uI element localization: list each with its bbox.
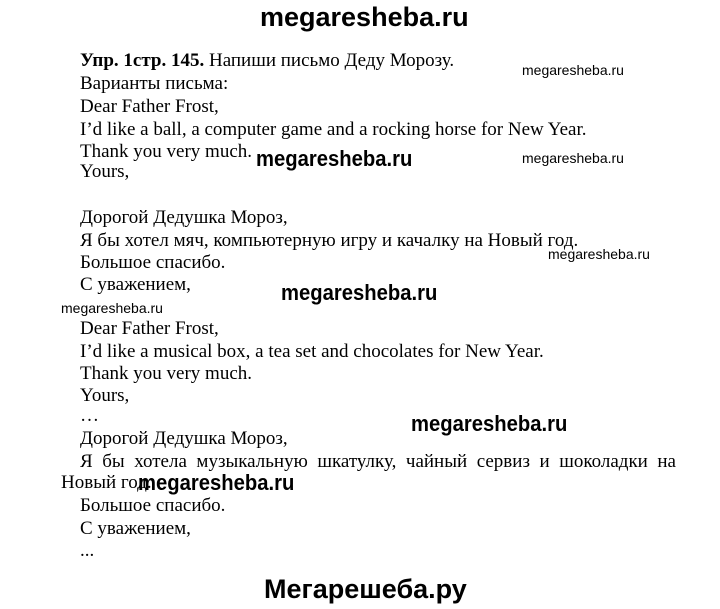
letter1-closing: Yours, (80, 161, 130, 182)
letter1-ru-closing: С уважением, (80, 274, 191, 295)
watermark: megaresheba.ru (138, 470, 295, 495)
exercise-label: Упр. 1стр. 145. (80, 50, 205, 71)
exercise-header (80, 50, 454, 72)
letter2-ru-greeting: Дорогой Дедушка Мороз, (80, 428, 288, 449)
letter2-ru-body-line1: Я бы хотела музыкальную шкатулку, чайный сервиз и шоколадки на (80, 451, 676, 472)
letter2-ru-thanks: Большое спасибо. (80, 495, 226, 516)
letter1-body: I’d like a ball, a computer game and a rocking horse for New Year. (80, 119, 587, 140)
letter1-ru-greeting: Дорогой Дедушка Мороз, (80, 207, 288, 228)
watermark: megaresheba.ru (522, 150, 624, 166)
variants-label: Варианты письма: (80, 73, 229, 94)
watermark: megaresheba.ru (281, 280, 438, 305)
letter2-signature: … (80, 405, 99, 426)
letter2-body: I’d like a musical box, a tea set and chocolates for New Year. (80, 341, 544, 362)
letter1-greeting: Dear Father Frost, (80, 96, 219, 117)
watermark: megaresheba.ru (256, 146, 413, 171)
letter1-ru-thanks: Большое спасибо. (80, 252, 226, 273)
letter2-greeting: Dear Father Frost, (80, 318, 219, 339)
watermark: megaresheba.ru (411, 411, 568, 436)
exercise-instruction: Напиши письмо Деду Морозу. (208, 50, 455, 71)
letter2-ru-body-line2: Новый год. (61, 472, 152, 493)
letter2-ru-closing: С уважением, (80, 518, 191, 539)
watermark-top: megaresheba.ru (260, 2, 469, 32)
letter1-thanks: Thank you very much. (80, 141, 253, 162)
letter2-closing: Yours, (80, 385, 130, 406)
letter2-thanks: Thank you very much. (80, 363, 253, 384)
letter1-ru-body: Я бы хотел мяч, компьютерную игру и качалку на Новый год. (80, 230, 579, 251)
watermark: megaresheba.ru (522, 62, 624, 78)
letter2-ru-signature: ... (80, 540, 95, 561)
watermark: megaresheba.ru (61, 300, 163, 316)
watermark: megaresheba.ru (548, 246, 650, 262)
watermark-bottom: Мегарешеба.ру (264, 574, 467, 604)
